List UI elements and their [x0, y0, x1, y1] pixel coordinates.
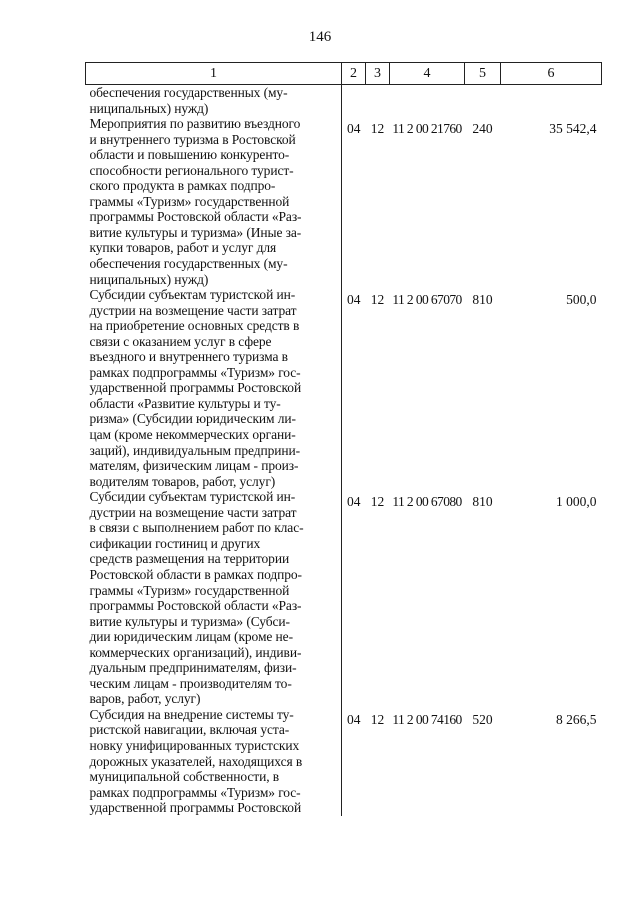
table-row — [86, 85, 602, 117]
description-line: граммы «Туризм» государственной — [89, 193, 290, 209]
description-line: ского продукта в рамках подпро- — [89, 178, 276, 194]
table-row — [86, 489, 602, 707]
description-line: рамках подпрограммы «Туризм» гос- — [89, 364, 301, 380]
target-article-code: 11 2 00 74160 — [392, 711, 462, 727]
subsection-code: 12 — [370, 494, 385, 510]
target-article-code: 11 2 00 67080 — [392, 494, 462, 510]
description-line: области «Развитие культуры и ту- — [89, 395, 281, 411]
table-row — [86, 707, 602, 816]
amount — [501, 85, 602, 117]
description-line: Субсидия на внедрение системы ту- — [89, 706, 294, 722]
column-header-5: 5 — [465, 63, 501, 85]
row-description — [86, 287, 342, 489]
description-line: способности регионального турист- — [89, 162, 294, 178]
description-line: заций), индивидуальным предприни- — [89, 442, 301, 458]
description-line: ниципальных) нужд) — [89, 100, 209, 116]
subsection-code: 12 — [370, 711, 385, 727]
description-line: цам (кроме некоммерческих органи- — [89, 427, 296, 443]
description-line: дустрии на возмещение части затрат — [89, 302, 297, 318]
table-header-row — [86, 63, 602, 85]
amount: 1 000,0 — [556, 494, 597, 510]
amount: 35 542,4 — [549, 121, 597, 137]
amount: 8 266,5 — [556, 711, 597, 727]
description-line: обеспечения государственных (му- — [89, 85, 288, 100]
description-line: дорожных указателей, находящихся в — [89, 753, 303, 769]
column-header-2: 2 — [342, 63, 366, 85]
table-row — [86, 116, 602, 287]
description-line: ударственной программы Ростовской — [89, 380, 302, 396]
description-line: средств размещения на территории — [89, 551, 290, 567]
row-description — [86, 707, 342, 816]
section-code: 04 — [347, 121, 361, 137]
description-line: мателям, физическим лицам - произ- — [89, 458, 299, 474]
description-line: купки товаров, работ и услуг для — [89, 240, 277, 256]
table-body — [86, 85, 602, 816]
target-article-code: 11 2 00 67070 — [392, 292, 462, 308]
expense-type-code: 810 — [472, 292, 493, 308]
section-code: 04 — [347, 292, 361, 308]
description-line: Субсидии субъектам туристской ин- — [89, 489, 296, 505]
description-line: Ростовской области в рамках подпро- — [89, 566, 302, 582]
description-line: муниципальной собственности, в — [89, 769, 280, 785]
subsection-code: 12 — [370, 292, 385, 308]
subsection-code: 12 — [370, 121, 385, 137]
description-line: новку унифицированных туристских — [89, 737, 300, 753]
table-row — [86, 287, 602, 489]
description-line: ударственной программы Ростовской — [89, 800, 302, 816]
column-header-4: 4 — [390, 63, 465, 85]
section-code: 04 — [347, 711, 361, 727]
column-header-1: 1 — [86, 63, 342, 85]
column-header-6: 6 — [501, 63, 602, 85]
description-line: ристской навигации, включая уста- — [89, 722, 290, 738]
description-line: рамках подпрограммы «Туризм» гос- — [89, 784, 301, 800]
description-line: дуальным предпринимателям, физи- — [89, 660, 297, 676]
description-line: Субсидии субъектам туристской ин- — [89, 287, 296, 303]
description-line: ризма» (Субсидии юридическим ли- — [89, 411, 296, 427]
row-description — [86, 489, 342, 707]
description-line: на приобретение основных средств в — [89, 318, 300, 334]
column-header-3: 3 — [366, 63, 390, 85]
row-description — [86, 116, 342, 287]
row-description — [86, 85, 342, 117]
description-line: ческим лицам - производителям то- — [89, 675, 292, 691]
page-number: 146 — [308, 29, 332, 45]
description-line: обеспечения государственных (му- — [89, 256, 288, 272]
description-line: и внутреннего туризма в Ростовской — [89, 131, 296, 147]
description-line: области и повышению конкуренто- — [89, 147, 290, 163]
description-line: программы Ростовской области «Раз- — [89, 598, 302, 614]
expense-type-code: 810 — [472, 494, 493, 510]
expense-type-code: 240 — [472, 121, 493, 137]
description-line: связи с оказанием услуг в сфере — [89, 333, 272, 349]
amount: 500,0 — [566, 292, 597, 308]
description-line: ниципальных) нужд) — [89, 271, 209, 287]
expense-type-code — [465, 85, 501, 117]
subsection-code — [366, 85, 390, 117]
description-line: программы Ростовской области «Раз- — [89, 209, 302, 225]
description-line: дустрии на возмещение части затрат — [89, 504, 297, 520]
description-line: Мероприятия по развитию въездного — [89, 116, 301, 132]
expense-type-code: 520 — [472, 711, 493, 727]
description-line: в связи с выполнением работ по клас- — [89, 520, 304, 536]
description-line: витие культуры и туризма» (Субси- — [89, 613, 290, 629]
description-line: витие культуры и туризма» (Иные за- — [89, 224, 302, 240]
description-line: варов, работ, услуг) — [89, 691, 201, 707]
description-line: граммы «Туризм» государственной — [89, 582, 290, 598]
description-line: сификации гостиниц и других — [89, 535, 261, 551]
description-line: дии юридическим лицам (кроме не- — [89, 629, 293, 645]
description-line: коммерческих организаций), индиви- — [89, 644, 302, 660]
budget-table — [85, 62, 602, 816]
target-article-code — [390, 85, 465, 117]
description-line: въездного и внутреннего туризма в — [89, 349, 288, 365]
section-code — [342, 85, 366, 117]
section-code: 04 — [347, 494, 361, 510]
target-article-code: 11 2 00 21760 — [392, 121, 462, 137]
description-line: водителям товаров, работ, услуг) — [89, 473, 276, 489]
